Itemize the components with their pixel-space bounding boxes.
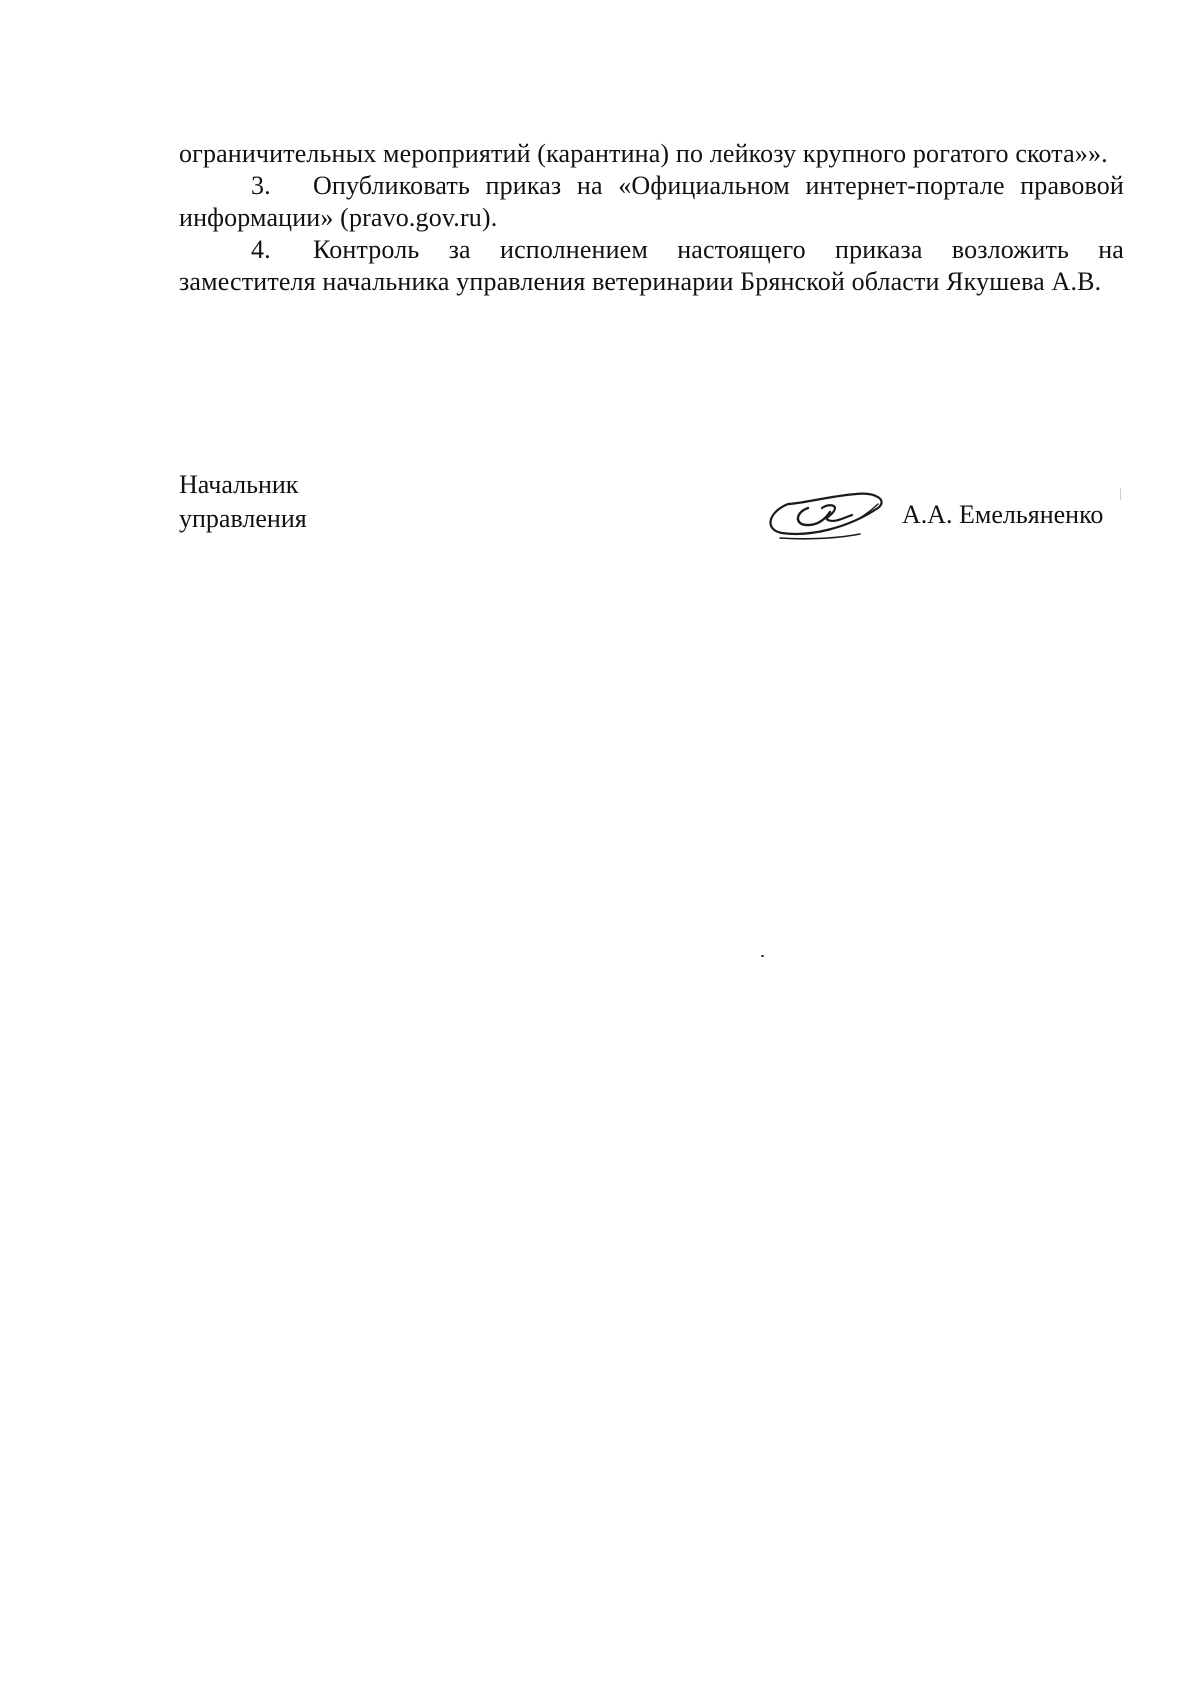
scan-artifact (1120, 488, 1121, 500)
paragraph-continuation (179, 138, 1124, 170)
paragraph-text: ограничительных мероприятий (карантина) по лейкозу крупного рогатого скота»». (179, 139, 1108, 168)
paragraph-text: Опубликовать приказ на «Официальном интернет-портале правовой информации» (pravo.gov.ru). (179, 171, 1124, 232)
scan-speck (761, 955, 764, 957)
paragraph-number: 3. (251, 171, 271, 200)
document-body (179, 138, 1124, 298)
paragraph-number: 4. (251, 235, 271, 264)
signer-position (179, 468, 307, 536)
signer-position-line2: управления (179, 504, 307, 533)
paragraph-text: Контроль за исполнением настоящего приказа возложить на заместителя начальника управления ветеринарии Брянской области Якушева А.В. (179, 235, 1124, 296)
paragraph-4 (179, 234, 1124, 298)
handwritten-signature-icon (760, 478, 890, 548)
signer-position-line1: Начальник (179, 470, 299, 499)
signer-name: А.А. Емельяненко (902, 500, 1104, 529)
paragraph-3 (179, 170, 1124, 234)
